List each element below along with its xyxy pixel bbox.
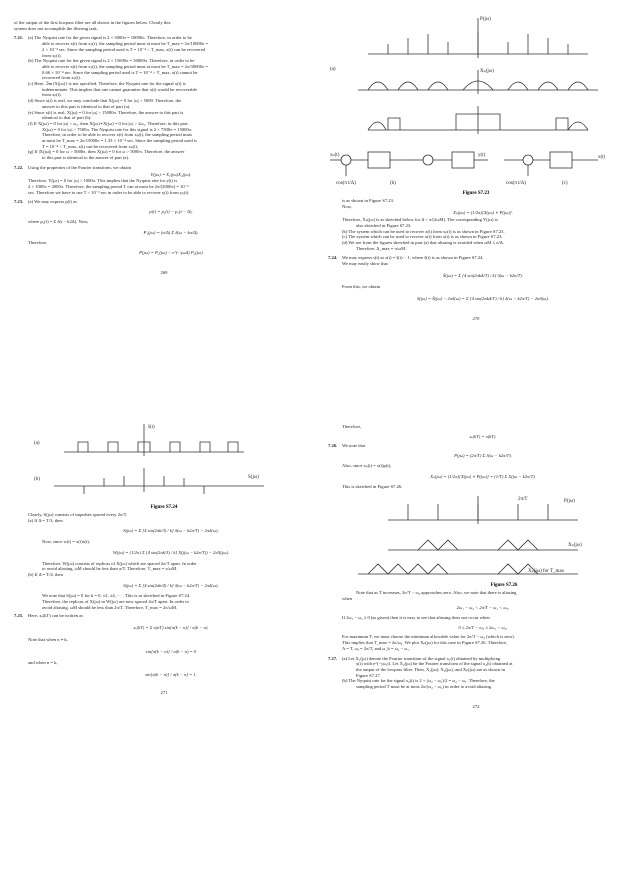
text-line: (g) If |X(jω)| = 0 for ω > 5000π, then X(jω) = 0 for ω > 5000π. Therefore, the answer bbox=[28, 149, 185, 155]
equation: S(jω) = Σ [4 sin(2πk/3) / k] δ(ω − k2π/T) − 2πδ(ω). bbox=[123, 528, 219, 534]
text-line: at most be T_max = 2π/15000π = 1.33 × 10⁻⁴ sec. Since the sampling period used is bbox=[42, 138, 197, 144]
section-7-23 bbox=[14, 199, 314, 255]
text-line: from xₚ(t). bbox=[42, 52, 62, 58]
page-269 bbox=[14, 20, 314, 412]
impulse-train bbox=[408, 504, 548, 520]
label-b: (b) bbox=[390, 181, 396, 186]
text-line: (b) The system which can be used to recover x(t) from xₚ(t) is as shown in Figure S7.23. bbox=[342, 228, 505, 234]
text-line: X(jω) = 0 for |ω| > 7500π. The Nyquist rate for this signal is 2 × 7500π = 15000π. bbox=[42, 126, 193, 132]
equation: Xₚ(jω) = (1/2π)[X(jω) ∗ P(jω)] = (1/T) Σ X(jω − k2π/T). bbox=[430, 473, 536, 479]
text-line: the output of the lowpass filter. Then, X₁(jω), X₂(jω), and Xₚ(jω) are as shown in bbox=[356, 666, 506, 672]
text-line: when bbox=[342, 595, 352, 601]
equation: 2ω₁ − ω₂ < 2π/T − ω₁ < ω₂. bbox=[456, 605, 510, 611]
label-xp-of-t: xₚ(t) bbox=[330, 153, 340, 158]
label-c: (c) bbox=[562, 181, 568, 186]
text-line: A = T, ωₐ = 2π/T, and ω_b = ω₂ − ω₁. bbox=[342, 645, 411, 651]
text-line: (a) If Δ = T/3, then bbox=[28, 517, 63, 523]
section-7-25 bbox=[14, 613, 314, 677]
text-line: Note that when n ≠ k, bbox=[28, 636, 68, 642]
text-line: This is sketched in Figure S7.26. bbox=[342, 484, 403, 490]
figure-caption: Figure S7.23 bbox=[462, 191, 490, 196]
text-line: Therefore, Δ_max = π/ωM. bbox=[356, 245, 407, 251]
section-7-21 bbox=[14, 35, 314, 160]
page-number: 272 bbox=[472, 703, 480, 709]
text-line: answer to this part is identical to that of part (a). bbox=[42, 103, 131, 109]
text-line: avoid aliasing, ωM should be less than 2π/T. Therefore, T_max = 2π/ωM. bbox=[42, 604, 178, 610]
text-line: (c) The system which can be used to recover x(t) from x(t) is as shown in Figure S7.23. bbox=[342, 234, 503, 240]
tmax-spectrum bbox=[368, 564, 538, 574]
section-7-24 bbox=[328, 255, 624, 302]
text-line: able to recover x(t) from xₚ(t), the sampling period must at most be T_max = 2π/10000π = bbox=[42, 41, 209, 47]
text-line: to this part is identical to the answer of part (a). bbox=[42, 155, 130, 161]
text-line: sampling period T must be at most 2π/(ω₂ − ω₁) in order to avoid aliasing. bbox=[356, 684, 493, 690]
text-line: Figure S7.27. bbox=[356, 672, 381, 678]
text-line: (f) If X(jω) = 0 for |ω| > ω₁, then X(jω)∗X(jω) = 0 for |ω| > 2ω₁. Therefore, in this part, bbox=[28, 120, 189, 126]
text-line: Therefore, the replicas of X(jω) in W(jω) are now spaced 4π/T apart. In order to bbox=[42, 599, 189, 605]
text-line: If 2ω₁ − ω₂ ≥ 0 (as given) then it is easy to see that aliasing does not occur when bbox=[342, 615, 490, 621]
label-st: š(t) bbox=[148, 425, 155, 430]
section-number: 7.25. bbox=[14, 613, 24, 619]
text-line: Therefore, Xₚ(jω) is as sketched below for Δ < π/(2ωM). The corresponding Y(jω) is bbox=[342, 217, 498, 223]
text-line: (a) The Nyquist rate for the given signal is 2 × 5000π = 10000π. Therefore, in order to be bbox=[28, 35, 192, 41]
text-line: x(t) with e^(−jω₁t). Let X₂(jω) be the Fourier transform of the signal x₂(t) obtained at bbox=[356, 661, 513, 667]
text-line: (d) Since x(t) is real, we may conclude that X(jω) = 0 for |ω| > 5000. Therefore, the bbox=[28, 98, 182, 104]
equation: S(jω) = Š(jω) − 2πδ(ω) = Σ [4 sin(2πkΔ/T) / k] δ(ω − k2π/T) − 2πδ(ω). bbox=[416, 296, 550, 302]
text-line: T = 10⁻⁴ < T_max, x(t) can be recovered from xₚ(t). bbox=[42, 143, 139, 149]
multiplier-icon bbox=[341, 155, 351, 165]
label-xp-tmax: Xₚ(jω) for T_max bbox=[528, 568, 565, 574]
equation: Xₚ(jω) = (1/2π)[X(jω) ∗ P(jω)]. bbox=[453, 210, 513, 216]
equation: sin[π(k − n)] / π(k − n) = 1. bbox=[145, 671, 197, 677]
label-cos-2: cos(π t/Δ) bbox=[506, 181, 526, 186]
text-line: For maximum T, we must choose the minimum allowable value for 2π/T − ω₂ (which is zero). bbox=[342, 634, 515, 640]
filter-box bbox=[368, 152, 390, 168]
impulse-train bbox=[388, 32, 568, 54]
label-p: P(jω) bbox=[564, 498, 575, 504]
text-line: and when n = k, bbox=[28, 660, 58, 666]
page-272 bbox=[328, 420, 624, 864]
equation: xᵣ(kT) = Σ x(nT) sin[π(k − n)] / π(k − n). bbox=[133, 625, 209, 631]
equation: S(jω) = Σ [4 sin(2πk/4) / k] δ(ω − k2π/T) − 2πδ(ω). bbox=[123, 582, 219, 588]
equation: P(jω) = P₁(jω) − e^(−jωΔ) P₁(jω) bbox=[139, 249, 203, 255]
filter-box bbox=[550, 152, 572, 168]
text-line: 2 × 10⁻⁴ sec. Since the sampling period used is T = 10⁻⁴ < T_max, x(t) can be recovered bbox=[42, 46, 206, 52]
label-y-of-t: y(t) bbox=[478, 153, 486, 158]
text-line: We may easily show that bbox=[342, 261, 388, 267]
text-line: Using the properties of the Fourier transform, we obtain bbox=[28, 164, 131, 170]
pulse-train bbox=[78, 442, 238, 452]
text-line: indeterminate. This implies that one cannot guarantee that x(t) would be recoverable bbox=[42, 86, 198, 92]
page-number: 270 bbox=[472, 315, 480, 321]
text-line: able to recover x(t) from xₚ(t), the sampling period must at most be T_max = 2π/30000π = bbox=[42, 63, 209, 69]
text-line: (e) Since x(t) is real, X(jω) = 0 for |ω| > 15000π. Therefore, the answer to this part is bbox=[28, 109, 184, 115]
text-line: (b) If Δ = T/4, then bbox=[28, 571, 63, 577]
text-line: (c) Here, ℑm{X(jω)} is not specified. Therefore, the Nyquist rate for the signal x(t) is bbox=[28, 81, 186, 87]
label-cos-1: cos(π t/Δ) bbox=[336, 181, 356, 186]
text-line: Therefore, bbox=[342, 424, 362, 429]
text-line: recovered from xₚ(t). bbox=[42, 75, 81, 81]
text-line: is as shown in Figure S7.23. bbox=[342, 198, 394, 203]
label-xt: x(t) bbox=[598, 155, 606, 160]
label-2pi-t: 2π/T bbox=[518, 496, 528, 502]
label-a: (a) bbox=[34, 441, 40, 446]
section-7-27 bbox=[328, 656, 624, 690]
multiplier-icon bbox=[523, 155, 533, 165]
aliased-spectrum bbox=[418, 540, 538, 550]
text-line: 2 × 1000π = 2000π. Therefore, the sampling period T can at most be 2π/(2000π) = 10⁻³ bbox=[28, 183, 189, 189]
figure-s7-26 bbox=[328, 490, 624, 590]
equation: 0 ≤ 2π/T − ω₂ ≤ 2ω₁ − ω₂. bbox=[458, 624, 508, 630]
filter-box bbox=[452, 152, 474, 168]
text-line: from xₚ(t). bbox=[42, 92, 62, 98]
label-xp: Xₚ(jω) bbox=[568, 542, 582, 548]
figure-s7-23 bbox=[328, 8, 624, 198]
section-number: 7.24. bbox=[328, 255, 338, 261]
page-271 bbox=[14, 420, 314, 864]
page-number: 269 bbox=[160, 269, 168, 275]
equation: Š(jω) = Σ [4 sin(2πkΔ/T) / k] δ(ω − k2π/T). bbox=[443, 272, 523, 278]
equation: P₁(jω) = (π/Δ) Σ δ(ω − kπ/Δ). bbox=[143, 229, 199, 235]
text-line: (b) The Nyquist rate for the given signal is 2 × 15000π = 30000π. Therefore, in order to be bbox=[28, 58, 195, 64]
section-7-22 bbox=[14, 165, 314, 196]
label-sjw: S(jω) bbox=[248, 475, 259, 480]
section-number: 7.22. bbox=[14, 164, 24, 170]
text-line: to avoid aliasing, ωM should be less than π/T. Therefore, T_max = π/ωM. bbox=[42, 566, 178, 572]
figure-caption: Figure S7.26 bbox=[490, 582, 518, 588]
section-number: 7.27. bbox=[328, 655, 338, 661]
equation: sin[π(k − n)] / π(k − n) = 0 bbox=[145, 648, 197, 654]
figure-s7-24 bbox=[14, 420, 314, 512]
text-line: Therefore, bbox=[28, 240, 48, 246]
section-number: 7.23. bbox=[14, 199, 24, 205]
multiplier-icon bbox=[423, 155, 433, 165]
label-x-mid: Xₚ(jω) bbox=[480, 69, 494, 74]
equation: W(jω) = (1/2π) Σ [4 sin(2πk/3) / k] X(j(ω − k2π/T)) − 2πX(jω). bbox=[112, 549, 230, 555]
text-line: where p₁(t) = Σ δ(t − k2Δ). Now, bbox=[28, 218, 89, 224]
text-line: Now, since w(t) = x(t)s(t), bbox=[42, 539, 90, 545]
text-line: (d) We see from the figures sketched in part (a) that aliasing is avoided when ωM ≤ π/Δ. bbox=[342, 239, 504, 245]
text-line: Clearly, S(jω) consists of impulses spaced every 2π/T. bbox=[28, 512, 128, 517]
text-line: Therefore, in order to be able to recover x(t) from xₚ(t), the sampling period must bbox=[42, 132, 192, 138]
section-7-26 bbox=[328, 443, 624, 490]
figure-caption: Figure S7.24 bbox=[150, 505, 178, 510]
text-line: Therefore, Y(jω) = 0 for |ω| > 1000π. This implies that the Nyquist rate for y(t) is bbox=[28, 178, 178, 184]
text-line: Note that as T increases, 2π/T − ω₂ approaches zero. Also, we note that there is aliasing bbox=[356, 589, 517, 595]
text-line: Also, since xₚ(t) = x(t)p(t), bbox=[342, 462, 392, 468]
equation: xᵣ(kT) = x(kT). bbox=[469, 433, 497, 439]
page-number: 271 bbox=[160, 689, 168, 695]
text-line: (b) The Nyquist rate for the signal x₂(t) is 2 × (ω₂ − ω₁)/2 = ω₂ − ω₁. Therefore, the bbox=[342, 678, 495, 684]
text-line: Here, xᵣ(kT) can be written as bbox=[28, 613, 83, 619]
section-number: 7.26. bbox=[328, 443, 338, 449]
text-line: Therefore, W(jω) consists of replicas of X(jω) which are spaced 2π/T apart. In order bbox=[42, 560, 197, 566]
section-number: 7.21. bbox=[14, 35, 24, 41]
page-270 bbox=[328, 8, 624, 412]
text-line: (a) We may express p(t) as bbox=[28, 199, 77, 205]
text-line: We may express s(t) as s(t) = š(t) − 1, where š(t) is as shown in Figure S7.24. bbox=[342, 255, 484, 261]
text-line: also sketched in Figure S7.23. bbox=[356, 222, 412, 228]
label-b: (b) bbox=[34, 477, 40, 482]
equation: Y(jω) = X₁(jω)X₂(jω). bbox=[150, 171, 192, 177]
equation: P(jω) = (2π/T) Σ δ(ω − k2π/T). bbox=[454, 453, 512, 459]
text-line: From this, we obtain bbox=[342, 284, 381, 290]
text-line: sec. Therefore we have to use T < 10⁻³ sec in order to be able to recover y(t) from yₚ(t). bbox=[28, 189, 190, 195]
text-line: Now, bbox=[342, 203, 352, 209]
label-p-top: P(jω) bbox=[480, 17, 491, 22]
equation: p(t) = p₁(t) − p₁(t − Δ), bbox=[149, 209, 193, 215]
text-line: identical to that of part (b). bbox=[42, 115, 92, 121]
intro-line-2: system does not accomplish the filtering task. bbox=[14, 25, 98, 31]
label-a: (a) bbox=[330, 67, 336, 72]
text-line: (a) Let X₁(jω) denote the Fourier transform of the signal x₁(t) obtained by multiplying bbox=[342, 655, 501, 661]
text-line: 0.66 × 10⁻⁴ sec. Since the sampling period used is T = 10⁻⁴ > T_max, x(t) cannot be bbox=[42, 69, 198, 75]
text-line: This implies that T_max = 2π/ω₂. We plot Xₚ(jω) for this case in Figure S7.26. Therefore, bbox=[342, 640, 508, 646]
intro-line-1: of the output of the first lowpass filter are all shown in the figures below. Clearly this bbox=[14, 20, 171, 25]
text-line: We note that S(jω) = 0 for k = 0, ±2, ±4, ··· . This is as sketched in Figure S7.24. bbox=[42, 593, 191, 599]
text-line: We note that bbox=[342, 443, 366, 449]
